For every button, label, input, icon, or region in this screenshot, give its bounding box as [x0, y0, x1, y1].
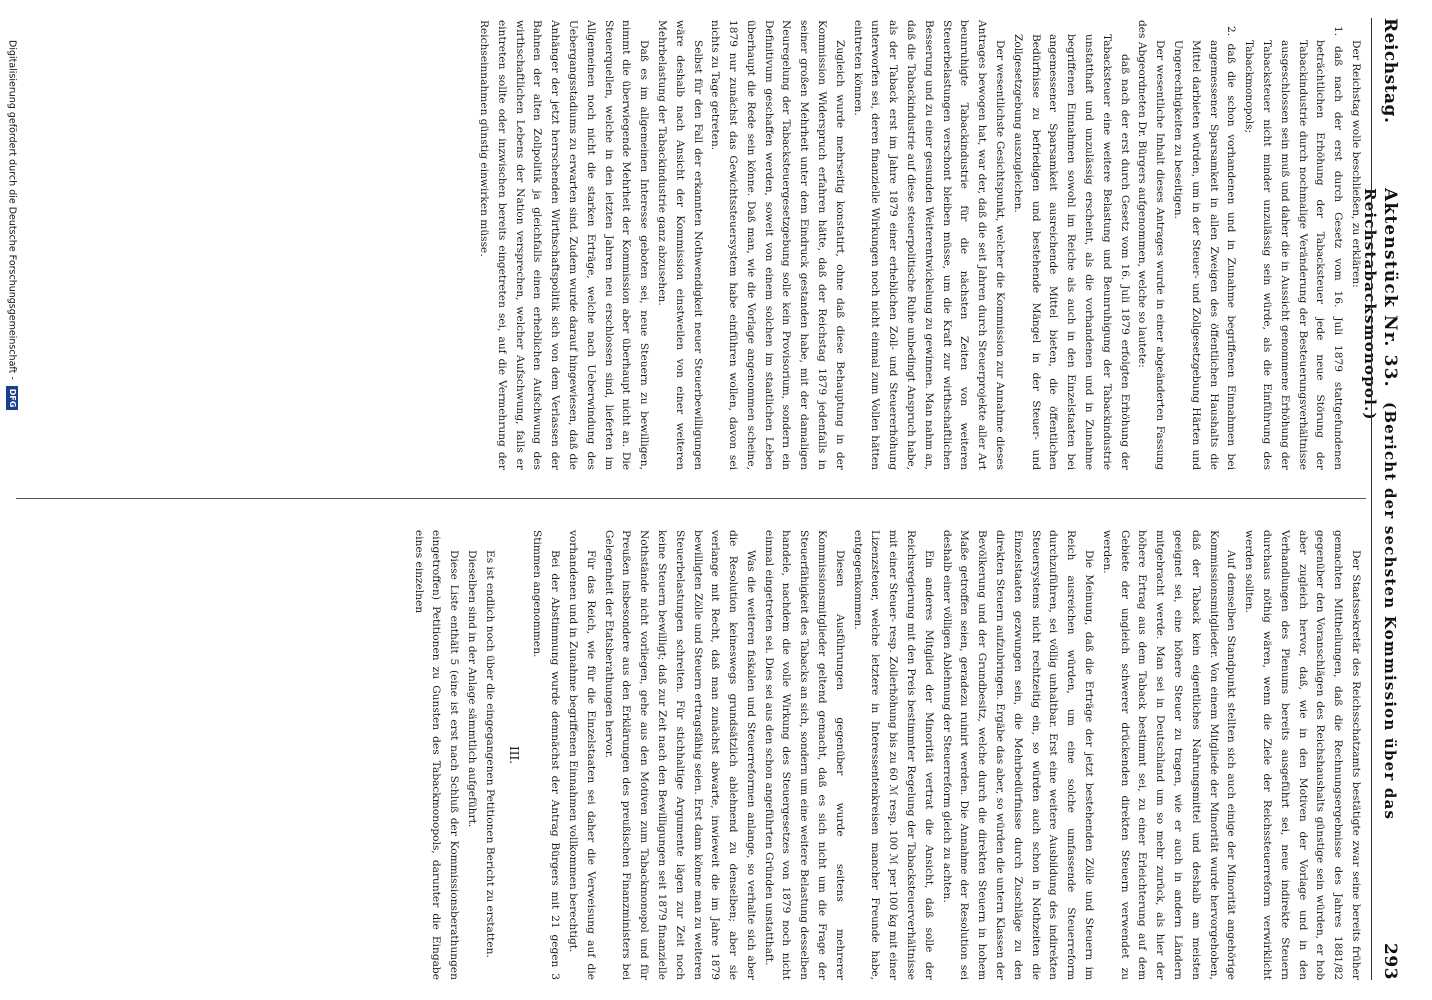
- paragraph: Daß es im allgemeinen Interesse geboten sei, neue Steuern zu bewilligen, nimmt die überwiegende Mehrheit der Kommission aber überhaupt nicht an. Die Steuerquellen, welche in den letzten Jahren neu erschlossen sind, lieferten im Allgemeinen noch nicht die starken Erträge, welche nach Ueberwindung des Uebergangsstadiums zu erwarten sind. Zudem wurde darauf hingewiesen, daß die Anhänger der jetzt herrschenden Wirthschaftspolitik sich von dem Verlassen der Bahnen der alten Zollpolitik ja gleichfalls einen erheblichen Aufschwung des wirthschaftlichen Lebens der Nation versprechen, welcher Aufschwung, falls er eintreten sollte oder inzwischen bereits eingetreten sei, auf die Vermehrung der Reichseinnahmen günstig einwirken müsse.: [477, 20, 651, 470]
- paragraph: Die Meinung, daß die Erträge der jetzt bestehenden Zölle und Steuern im Reich ausreichen würden, um eine solche umfassende Steuerreform durchzuführen, sei völlig unhaltbar. Erst eine weitere Ausbildung des indirekten Steuersystems nicht rechtzeitig ein, so würden auch schon in Nothzeiten die Einzelstaaten gezwungen sein, die Mehrbedürfnisse durch Zuschläge zu den direkten Steuern aufzubringen. Ergäbe das aber, so würden die untern Klassen der Bevölkerung und der Grundbesitz, welche durch die direkten Steuern in hohem Maße getroffen seien, geradezu ruinirt werden. Die Annahme der Resolution sei deshalb einer völligen Ablehnung der Steuerreform gleich zu achten.: [940, 530, 1096, 980]
- paragraph: Diese Liste enthält 5 (eine ist erst nach Schluß der Kommissionsberathungen eingetroffen) Petitionen zu Gunsten des Tabackmonopols, darunter die Eingabe eines einzelnen: [412, 530, 461, 980]
- paragraph: Bei der Abstimmung wurde demnächst der Antrag Bürgers mit 21 gegen 3 Stimmen angenommen.: [531, 530, 562, 980]
- header-document-number: Aktenstück Nr. 33.: [1380, 188, 1400, 388]
- right-text-column: [409, 530, 1364, 980]
- quoted-resolution: daß nach der erst durch Gesetz vom 16. Juli 1879 erfolgten Erhöhung der Tabacksteuer eine weitere Belastung und Beunruhigung der Tabackindustrie unstatthaft und unzulässig erscheint, als die vorhandenen und in Zunahme begriffenen Einnahmen sowohl im Reiche als auch in den Einzelstaaten bei angemessener Sparsamkeit ausreichende Mittel bieten, die öffentlichen Bedürfnisse zu befriedigen und bestehende Mängel in der Steuer- und Zollgesetzgebung auszugleichen.: [1011, 34, 1131, 470]
- column-divider: [16, 498, 1366, 499]
- paragraph: Der Reichstag wolle beschließen, zu erklären:: [1350, 40, 1362, 288]
- header-title: [1360, 188, 1400, 980]
- paragraph: Zugleich wurde mehrseitig konstatirt, ohne daß diese Behauptung in der Kommission Widerspruch erfahren hätte, daß der Reichstag 1879 jedenfalls in seiner großen Mehrheit unter dem Eindruck gestanden habe, mit der damaligen Neuregelung der Tabacksteuergesetzgebung solle kein Provisorium, sondern ein Definitivum geschaffen werden, soweit von einem solchen im staatlichen Leben überhaupt die Rede sein könne. Daß man, wie die Vorlage angenommen scheine, 1879 nur zunächst das Gewichtssteuersystem habe einführen wollen, davon sei nichts zu Tage getreten.: [709, 20, 846, 470]
- paragraph: Auf demselben Standpunkt stellten sich auch einige der Minorität angehörige Kommissionsmitglieder. Von einem Mitgliede der Minorität wurde hervorgehoben, daß der Taback kein eigentliches Nahrungsmittel und deshalb am meisten geeignet sei, eine höhere Steuer zu tragen, wie er auch in andern Ländern mitgebracht werde. Man sei in Deutschland um so mehr zurück, als hier der höhere Ertrag aus dem Taback bestimmt sei, zu einer Erleichterung auf dem Gebiete der ungleich schwerer drückenden direkten Steuern verwendet zu werden.: [1100, 530, 1238, 980]
- page-header: [1361, 18, 1404, 980]
- dfg-logo: DFG: [6, 386, 18, 411]
- digitization-footer: [2, 40, 18, 960]
- header-section-label: Reichstag.: [1380, 18, 1400, 124]
- paragraph: Es ist endlich noch über die eingegangenen Petitionen Bericht zu erstatten.: [483, 550, 496, 958]
- paragraph: Dieselben sind in der Anlage sämmtlich aufgeführt.: [465, 550, 478, 828]
- paragraph: Was die weiteren fiskalen und Steuerreformen anlange, so verhalte sich aber die Resolution keineswegs grundsätzlich ablehnend zu denselben; aber sie verlange mit Recht, daß man zunächst abwarte, inwieweit die im Jahre 1879 bewilligten Zölle und Steuern ertragsfähig seien. Erst dann könne man zu weiteren Steuerbelastungen schreiten. Für stichhaltige Argumente lägen zur Zeit noch keine Steuern bewilligt; daß zur Zeit nach den Bewilligungen seit 1879 finanzielle Nothstände nicht vorliegen, gehe aus den Motiven zum Tabackmonopol und für Preußen insbesondere aus den Erklärungen des preußischen Finanzministers bei Gelegenheit der Etatsberathungen hervor.: [602, 530, 757, 980]
- paragraph: Der wesentliche Inhalt dieses Antrages wurde in einer abgeänderten Fassung des Abgeordneten Dr. Bürgers aufgenommen, welche so lautete:: [1136, 20, 1167, 470]
- left-text-column: [474, 20, 1364, 470]
- list-item: 1. daß nach der erst durch Gesetz vom 16. Juli 1879 stattgefundenen beträchtlichen Erhöhung der Tabacksteuer jede neue Störung der Tabackindustrie durch nochmalige Veränderung der Besteuerungsverhältnisse ausgeschlossen sein muß und daher die in Aussicht genommene Erhöhung der Tabacksteuer nicht minder unzulässig sein würde, als die Einführung des Tabackmonopols;: [1243, 26, 1345, 470]
- paragraph: Ein anderes Mitglied der Minorität vertrat die Ansicht, daß solle der Reichsregierung mit den Preis bestimmter Regelung der Tabacksteuerverhältnisse mit einer Steuer- resp. Zollerhöhung bis zu 60 ℳ resp. 100 ℳ per 100 kg mit einer Lizenzsteuer, welche letztere in Interessentenkreisen mancher Freunde habe, entgegenkommen.: [851, 530, 935, 980]
- header-rule: [1371, 18, 1372, 980]
- section-heading: III.: [506, 745, 521, 765]
- paragraph: Für das Reich, wie für die Einzelstaaten sei daher die Verweisung auf die vorhandenen und in Zunahme begriffenen Einnahmen vollkommen berechtigt.: [566, 530, 597, 980]
- list-item: 2. daß die schon vorhandenen und in Zunahme begriffenen Einnahmen bei angemessener Sparsamkeit in allen Zweigen des öffentlichen Haushalts die Mittel darbieten würden, um in der Steuer- und Zollgesetzgebung Härten und Ungerechtigkeiten zu beseitigen.: [1172, 26, 1238, 470]
- paragraph: Diesen Ausführungen gegenüber wurde seitens mehrerer Kommissionsmitglieder geltend gemacht, daß es sich nicht um die Frage der Steuerfähigkeit des Tabacks an sich, sondern um eine weitere Belastung desselben handele, nachdem die volle Wirkung des Steuergesetzes von 1879 noch nicht einmal eingetreten sei. Dies sei aus den schon angeführten Gründen unstatthaft.: [762, 530, 846, 980]
- header-subtitle: (Bericht der sechsten Kommission über das Reichstabacksmonopol.): [1361, 188, 1399, 821]
- paragraph: Selbst für den Fall der erkannten Nothwendigkeit neuer Steuerbewilligungen wäre deshalb nach Ansicht der Kommission einstweilen von einer weiteren Mehrbelastung der Tabackindustrie ganz abzusehen.: [655, 20, 704, 470]
- footer-credit: Digitalisierung gefördert durch die Deutsche Forschungsgemeinschaft -: [6, 40, 18, 380]
- paragraph: Der Staatssekretär des Reichsschatzamts bestätigte zwar seine bereits früher gemachten Mittheilungen, daß die Rechnungsergebnisse des Jahres 1881/82 gegenüber den Voranschlägen des Reichshaushalts günstige sein würden, er hob aber zugleich hervor, daß, wie in den Motiven der Vorlage und in den Verhandlungen des Plenums bereits ausgeführt sei, neue indirekte Steuern durchaus nöthig wären, wenn die Ziele der Reichssteuerreform verwirklicht werden sollten.: [1243, 530, 1362, 980]
- paragraph: Der wesentlichste Gesichtspunkt, welcher die Kommission zur Annahme dieses Antrages bewogen hat, war der, daß die seit Jahren durch Steuerprojekte aller Art beunruhigte Tabackindustrie für die nächsten Zeiten von weiteren Steuerbelastungen verschont bleiben müsse, um die Kraft zur wirthschaftlichen Besserung und zu einer gesunden Weiterentwickelung zu gewinnen. Man nahm an, daß die Tabackindustrie auf diese steuerpolitische Ruhe unbedingt Anspruch habe, als der Taback erst im Jahre 1879 einer erheblichen Zoll- und Steuererhöhung unterworfen sei, deren finanzielle Wirkungen noch nicht einmal zum Vollen hätten eintreten können.: [851, 20, 1007, 470]
- page-number: 293: [1380, 943, 1400, 980]
